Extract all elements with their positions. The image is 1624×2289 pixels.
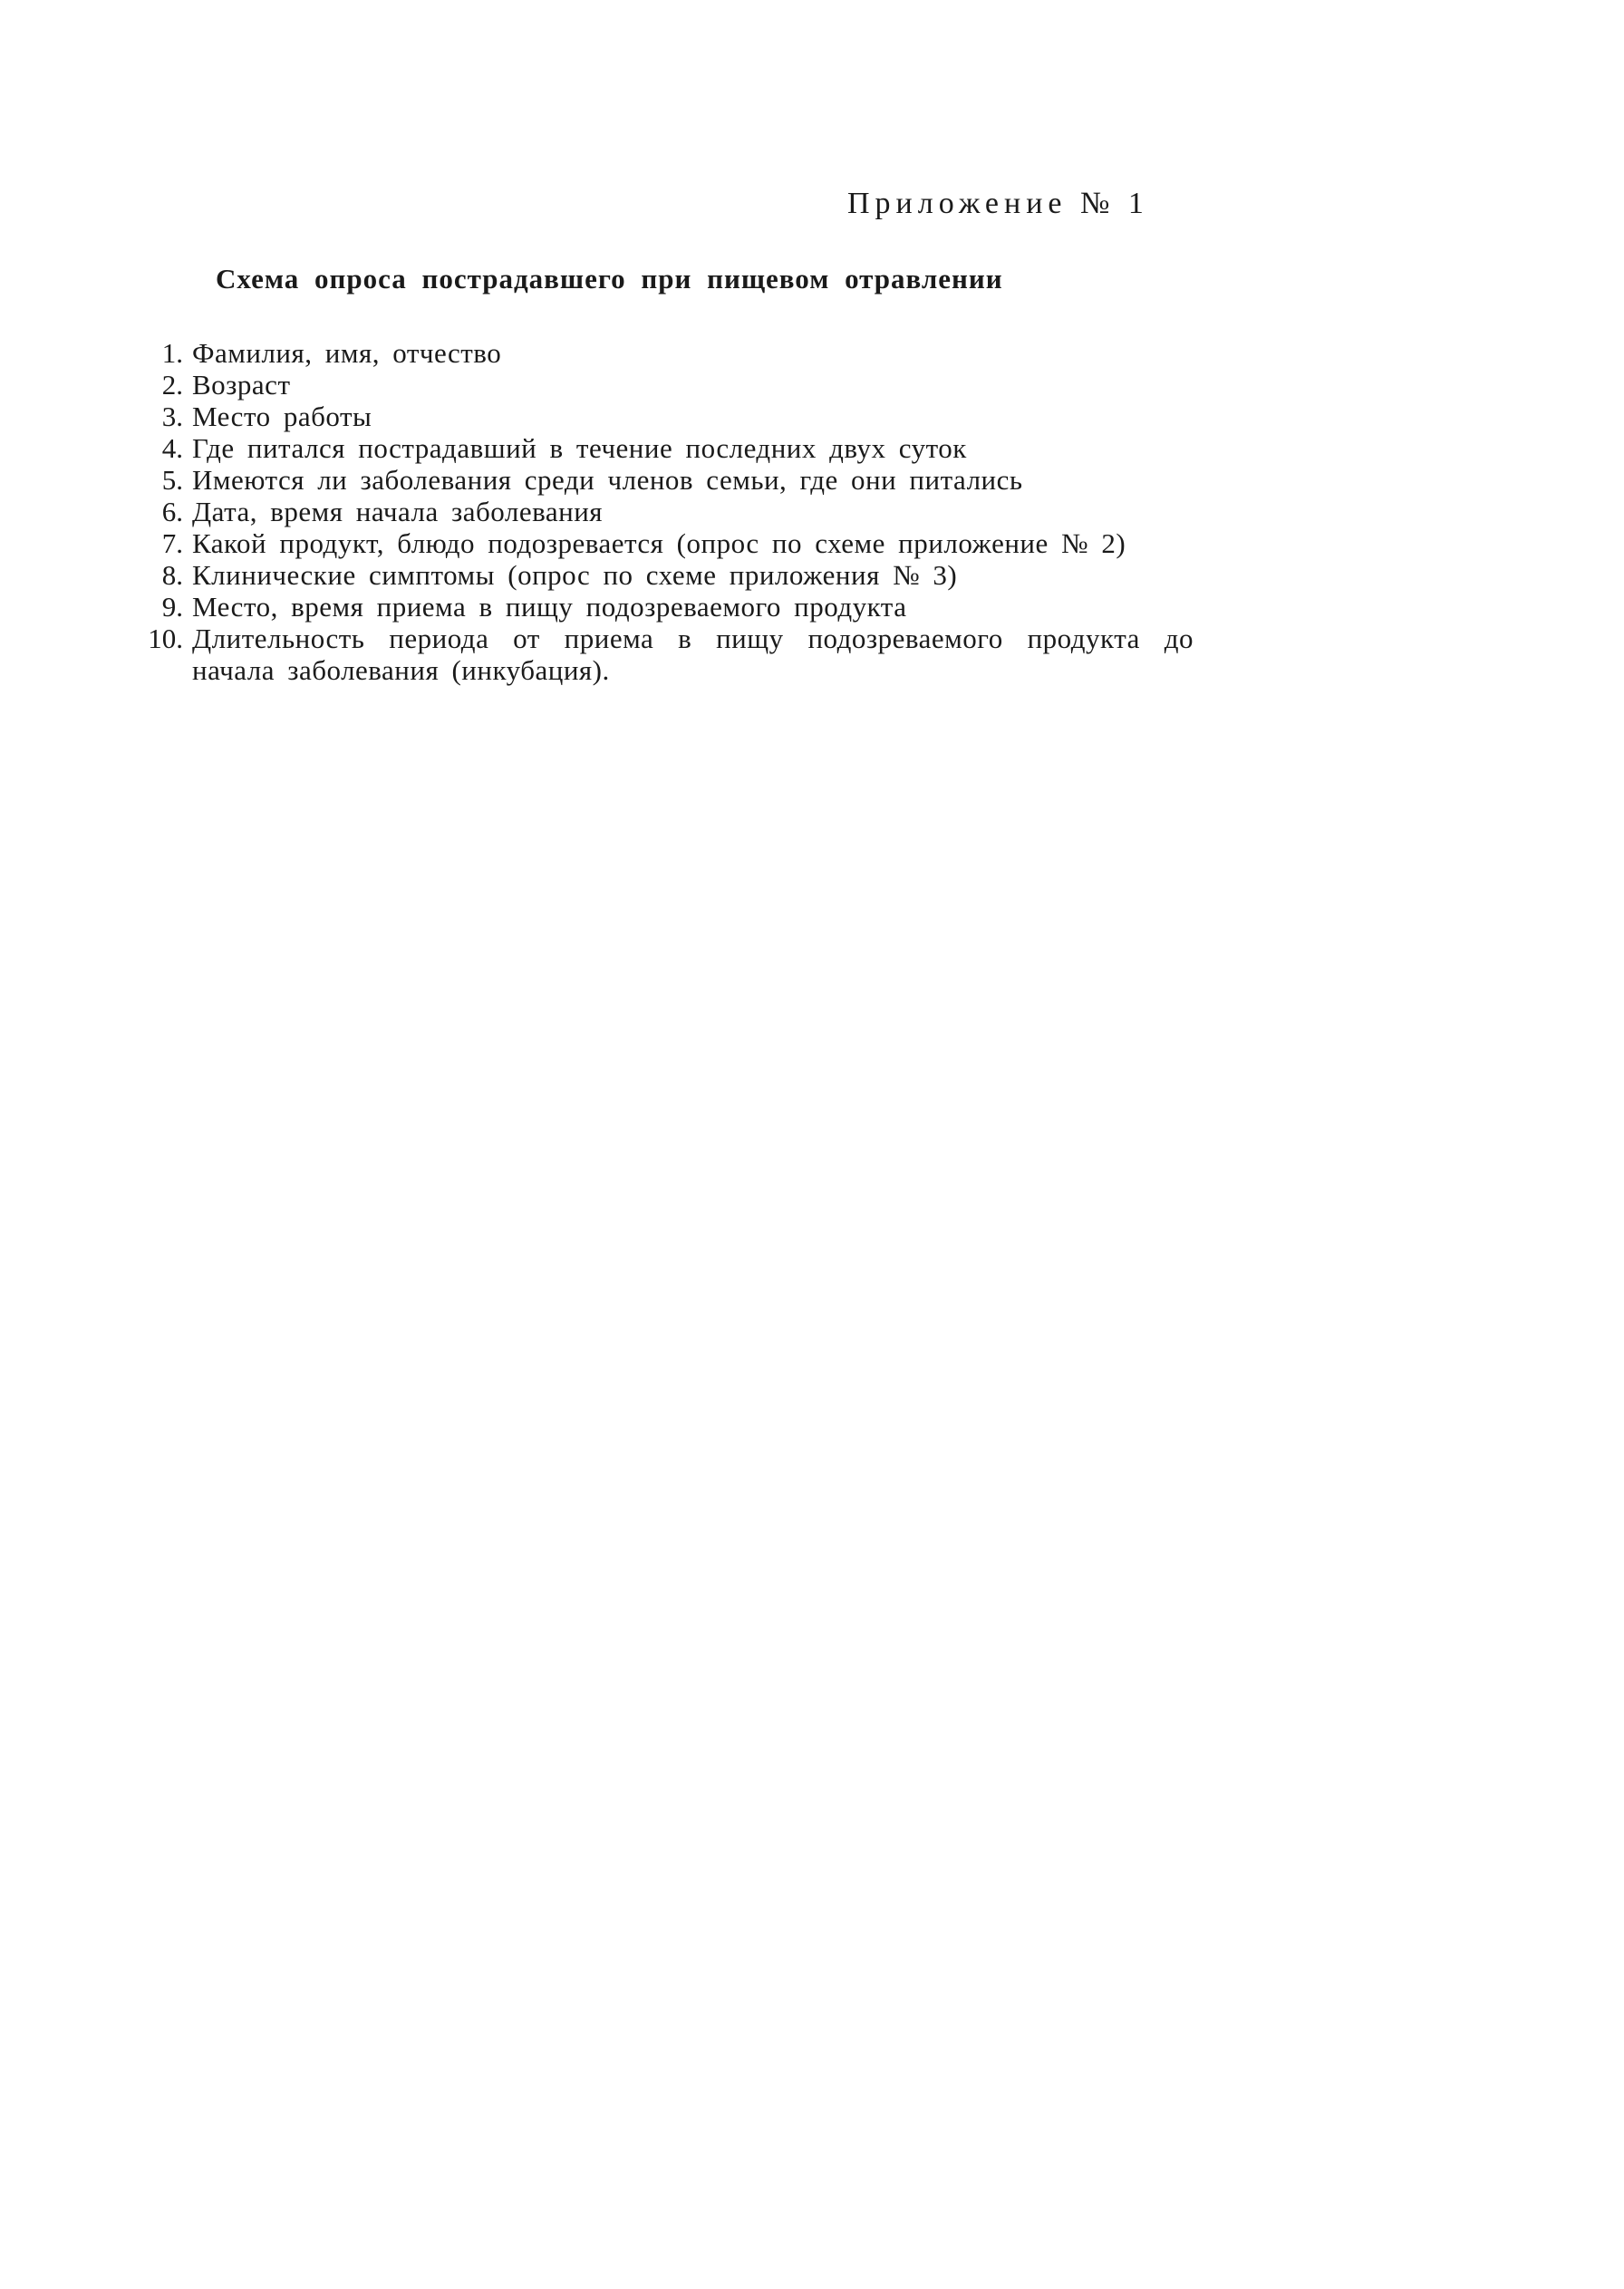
list-item — [138, 496, 1194, 527]
item-text: Фамилия, имя, отчество — [192, 337, 502, 369]
item-number: 4. — [161, 432, 183, 464]
item-text: Длительность периода от приема в пищу подозреваемого продукта до начала заболевания (инкубация). — [192, 623, 1194, 686]
list-item — [138, 623, 1194, 686]
item-number: 3. — [161, 401, 183, 432]
item-number: 2. — [161, 369, 183, 401]
item-text: Место, время приема в пищу подозреваемого продукта — [192, 591, 907, 623]
list-item — [138, 369, 1194, 401]
list-item — [138, 464, 1194, 496]
list-item — [138, 527, 1194, 559]
list-item — [138, 591, 1194, 623]
item-text: Имеются ли заболевания среди членов семьи, где они питались — [192, 464, 1023, 496]
appendix-label: Приложение № 1 — [847, 187, 1149, 220]
list-item — [138, 432, 1194, 464]
item-number: 6. — [161, 496, 183, 527]
item-text: Какой продукт, блюдо подозревается (опрос по схеме приложение № 2) — [192, 527, 1126, 559]
item-text: Дата, время начала заболевания — [192, 496, 604, 527]
document-title: Схема опроса пострадавшего при пищевом отравлении — [216, 263, 1003, 295]
item-number: 8. — [161, 559, 183, 591]
item-text: Место работы — [192, 401, 372, 432]
item-text: Возраст — [192, 369, 291, 401]
questionnaire-list — [138, 337, 1194, 686]
item-number: 5. — [161, 464, 183, 496]
item-text: Клинические симптомы (опрос по схеме приложения № 3) — [192, 559, 958, 591]
item-number: 10. — [148, 623, 183, 654]
item-number: 1. — [161, 337, 183, 369]
item-text: Где питался пострадавший в течение последних двух суток — [192, 432, 967, 464]
item-number: 9. — [161, 591, 183, 623]
list-item — [138, 559, 1194, 591]
list-item — [138, 401, 1194, 432]
item-number: 7. — [161, 527, 183, 559]
list-item — [138, 337, 1194, 369]
